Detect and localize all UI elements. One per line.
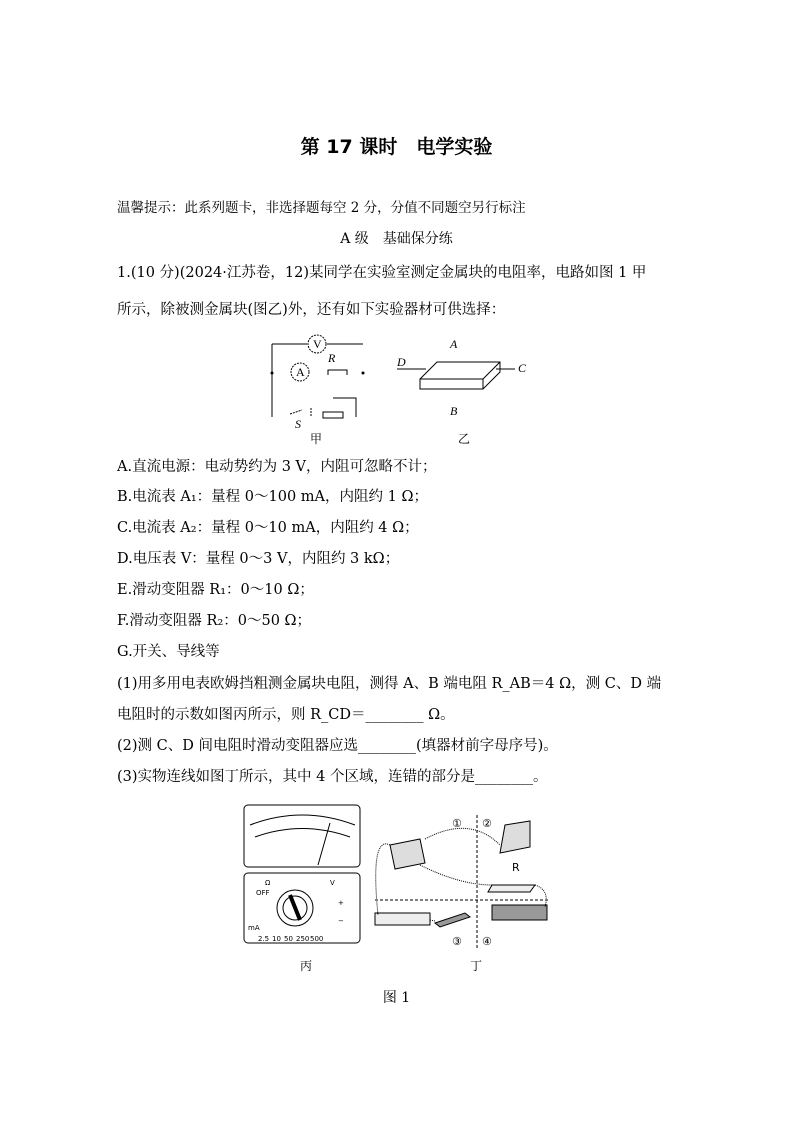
- jack-minus: −: [338, 917, 344, 925]
- multimeter-and-wiring-figure: [230, 795, 570, 975]
- option-a: A.直流电源：电动势约为 3 V，内阻可忽略不计；: [117, 459, 437, 475]
- dial-ma: mA: [248, 924, 260, 932]
- option-g: G.开关、导线等: [117, 644, 220, 660]
- sub-question-1-line-2: 电阻时的示数如图丙所示，则 R_CD＝________ Ω。: [117, 707, 455, 723]
- figure-bing-label: 丙: [300, 959, 313, 973]
- region-1: ①: [452, 817, 462, 830]
- region-4: ④: [482, 935, 492, 948]
- tip-text: 温馨提示：此系列题卡，非选择题每空 2 分，分值不同题空另行标注: [117, 200, 526, 216]
- dial-2-5: 2.5: [258, 935, 270, 943]
- point-d-label: D: [397, 355, 406, 369]
- point-a-label: A: [450, 337, 458, 351]
- jack-plus: +: [338, 899, 344, 907]
- dial-250: 250: [296, 935, 310, 943]
- question-line-1: 1.(10 分)(2024·江苏卷，12)某同学在实验室测定金属块的电阻率，电路如图 1 甲: [117, 265, 647, 281]
- dial-ohm: Ω: [265, 879, 271, 887]
- region-3: ③: [452, 935, 462, 948]
- figure-caption: 图 1: [382, 990, 411, 1006]
- dial-off: OFF: [256, 889, 270, 897]
- sub-question-1-line-1: (1)用多用电表欧姆挡粗测金属块电阻，测得 A、B 端电阻 R_AB＝4 Ω，测 C、D 端: [117, 676, 662, 692]
- question-line-2: 所示，除被测金属块(图乙)外，还有如下实验器材可供选择：: [117, 302, 506, 318]
- figure-yi-label: 乙: [458, 432, 471, 446]
- resistor-label: R: [328, 351, 336, 365]
- voltmeter-label: V: [313, 337, 322, 351]
- option-e: E.滑动变阻器 R₁：0～10 Ω；: [117, 582, 314, 598]
- circuit-figure: [260, 330, 540, 450]
- page-title: 第 17 课时 电学实验: [300, 136, 493, 158]
- region-2: ②: [482, 817, 492, 830]
- option-d: D.电压表 V：量程 0～3 V，内阻约 3 kΩ；: [117, 551, 400, 567]
- point-c-label: C: [518, 361, 527, 375]
- switch-label: S: [295, 417, 301, 431]
- option-b: B.电流表 A₁：量程 0～100 mA，内阻约 1 Ω；: [117, 489, 428, 505]
- point-b-label: B: [450, 404, 458, 418]
- resistor-r-label: R: [512, 861, 520, 874]
- option-c: C.电流表 A₂：量程 0～10 mA，内阻约 4 Ω；: [117, 520, 419, 536]
- ammeter-label: A: [296, 365, 305, 379]
- option-f: F.滑动变阻器 R₂：0～50 Ω；: [117, 613, 312, 629]
- figure-ding-label: 丁: [470, 959, 483, 973]
- figure-jia-label: 甲: [310, 432, 323, 446]
- dial-500: 500: [310, 935, 324, 943]
- sub-question-2: (2)测 C、D 间电阻时滑动变阻器应选________(填器材前字母序号)。: [117, 738, 558, 754]
- dial-50: 50: [284, 935, 293, 943]
- sub-question-3: (3)实物连线如图丁所示，其中 4 个区域，连错的部分是________。: [117, 769, 548, 785]
- dial-v: V: [330, 879, 335, 887]
- section-level: A 级 基础保分练: [340, 231, 453, 247]
- dial-10: 10: [272, 935, 281, 943]
